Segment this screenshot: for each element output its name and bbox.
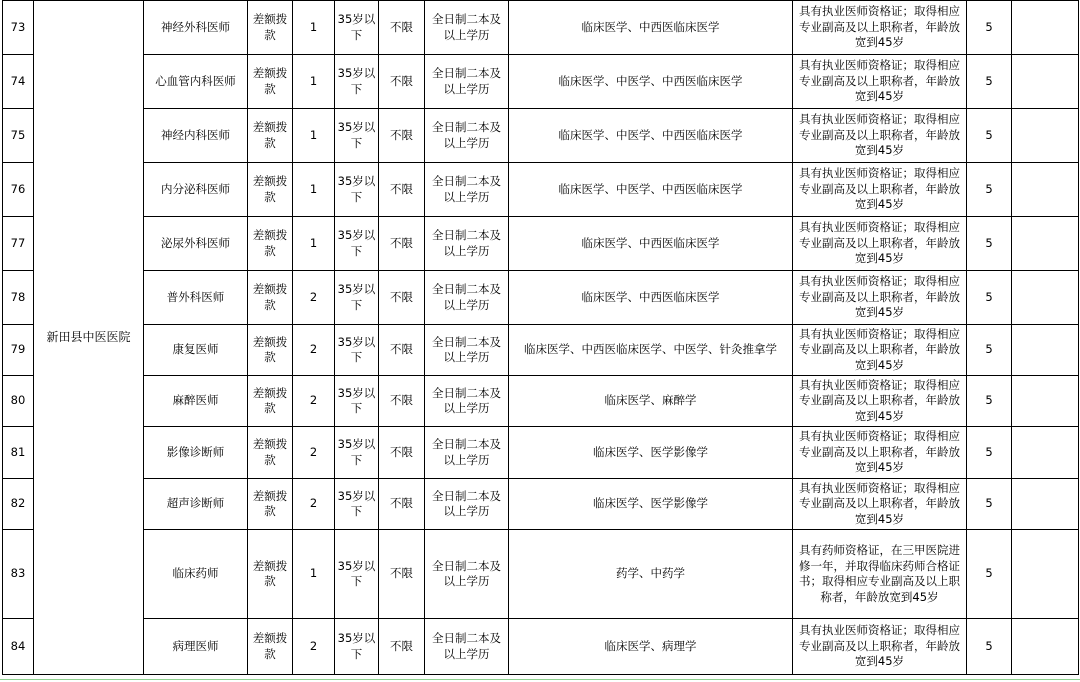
education: 全日制二本及以上学历 xyxy=(425,619,509,675)
exam-ratio: 5 xyxy=(967,376,1012,427)
note xyxy=(1012,217,1079,271)
table-row xyxy=(3,55,1079,109)
table-body xyxy=(3,1,1079,675)
note xyxy=(1012,376,1079,427)
hire-count: 1 xyxy=(293,163,335,217)
age-limit: 35岁以下 xyxy=(335,1,379,55)
post-name: 神经内科医师 xyxy=(144,109,248,163)
post-name: 病理医师 xyxy=(144,619,248,675)
major: 临床医学、医学影像学 xyxy=(509,479,793,530)
note xyxy=(1012,55,1079,109)
row-number: 81 xyxy=(3,427,34,479)
post-name: 内分泌科医师 xyxy=(144,163,248,217)
exam-ratio: 5 xyxy=(967,427,1012,479)
employer-unit: 新田县中医医院 xyxy=(34,1,144,675)
major: 药学、中药学 xyxy=(509,530,793,619)
post-name: 超声诊断师 xyxy=(144,479,248,530)
table-row xyxy=(3,163,1079,217)
exam-ratio: 5 xyxy=(967,530,1012,619)
education: 全日制二本及以上学历 xyxy=(425,325,509,376)
table-row xyxy=(3,1,1079,55)
hire-count: 2 xyxy=(293,325,335,376)
table-row xyxy=(3,530,1079,619)
post-name: 神经外科医师 xyxy=(144,1,248,55)
funding-type: 差额拨款 xyxy=(248,55,293,109)
row-number: 77 xyxy=(3,217,34,271)
funding-type: 差额拨款 xyxy=(248,217,293,271)
hire-count: 1 xyxy=(293,55,335,109)
row-number: 79 xyxy=(3,325,34,376)
age-limit: 35岁以下 xyxy=(335,55,379,109)
funding-type: 差额拨款 xyxy=(248,109,293,163)
major: 临床医学、中医学、中西医临床医学 xyxy=(509,55,793,109)
recruitment-table xyxy=(2,0,1079,675)
requirements: 具有执业医师资格证；取得相应专业副高及以上职称者，年龄放宽到45岁 xyxy=(793,217,967,271)
major: 临床医学、医学影像学 xyxy=(509,427,793,479)
note xyxy=(1012,325,1079,376)
note xyxy=(1012,1,1079,55)
hire-count: 2 xyxy=(293,479,335,530)
table-row xyxy=(3,325,1079,376)
major: 临床医学、麻醉学 xyxy=(509,376,793,427)
table-row xyxy=(3,271,1079,325)
row-number: 75 xyxy=(3,109,34,163)
education: 全日制二本及以上学历 xyxy=(425,376,509,427)
funding-type: 差额拨款 xyxy=(248,530,293,619)
row-number: 82 xyxy=(3,479,34,530)
major: 临床医学、中西医临床医学 xyxy=(509,217,793,271)
requirements: 具有执业医师资格证；取得相应专业副高及以上职称者，年龄放宽到45岁 xyxy=(793,376,967,427)
post-name: 康复医师 xyxy=(144,325,248,376)
table-row xyxy=(3,479,1079,530)
requirements: 具有执业医师资格证；取得相应专业副高及以上职称者，年龄放宽到45岁 xyxy=(793,427,967,479)
row-number: 80 xyxy=(3,376,34,427)
table-row xyxy=(3,427,1079,479)
row-number: 78 xyxy=(3,271,34,325)
gender-limit: 不限 xyxy=(379,1,425,55)
hire-count: 2 xyxy=(293,376,335,427)
requirements: 具有执业医师资格证；取得相应专业副高及以上职称者，年龄放宽到45岁 xyxy=(793,325,967,376)
row-number: 73 xyxy=(3,1,34,55)
requirements: 具有执业医师资格证；取得相应专业副高及以上职称者，年龄放宽到45岁 xyxy=(793,619,967,675)
gender-limit: 不限 xyxy=(379,271,425,325)
funding-type: 差额拨款 xyxy=(248,325,293,376)
exam-ratio: 5 xyxy=(967,109,1012,163)
hire-count: 1 xyxy=(293,109,335,163)
gender-limit: 不限 xyxy=(379,217,425,271)
education: 全日制二本及以上学历 xyxy=(425,271,509,325)
age-limit: 35岁以下 xyxy=(335,163,379,217)
education: 全日制二本及以上学历 xyxy=(425,109,509,163)
age-limit: 35岁以下 xyxy=(335,109,379,163)
hire-count: 2 xyxy=(293,427,335,479)
post-name: 泌尿外科医师 xyxy=(144,217,248,271)
hire-count: 2 xyxy=(293,619,335,675)
table-row xyxy=(3,619,1079,675)
requirements: 具有执业医师资格证；取得相应专业副高及以上职称者，年龄放宽到45岁 xyxy=(793,163,967,217)
education: 全日制二本及以上学历 xyxy=(425,217,509,271)
age-limit: 35岁以下 xyxy=(335,479,379,530)
gender-limit: 不限 xyxy=(379,376,425,427)
exam-ratio: 5 xyxy=(967,271,1012,325)
age-limit: 35岁以下 xyxy=(335,530,379,619)
row-number: 84 xyxy=(3,619,34,675)
row-number: 76 xyxy=(3,163,34,217)
education: 全日制二本及以上学历 xyxy=(425,55,509,109)
post-name: 普外科医师 xyxy=(144,271,248,325)
funding-type: 差额拨款 xyxy=(248,479,293,530)
requirements: 具有执业医师资格证；取得相应专业副高及以上职称者，年龄放宽到45岁 xyxy=(793,55,967,109)
hire-count: 1 xyxy=(293,217,335,271)
funding-type: 差额拨款 xyxy=(248,427,293,479)
requirements: 具有执业医师资格证；取得相应专业副高及以上职称者，年龄放宽到45岁 xyxy=(793,1,967,55)
requirements: 具有执业医师资格证；取得相应专业副高及以上职称者，年龄放宽到45岁 xyxy=(793,479,967,530)
education: 全日制二本及以上学历 xyxy=(425,1,509,55)
table-row xyxy=(3,217,1079,271)
table-row xyxy=(3,109,1079,163)
hire-count: 2 xyxy=(293,271,335,325)
requirements: 具有药师资格证，在三甲医院进修一年，并取得临床药师合格证书；取得相应专业副高及以上职称者，年龄放宽到45岁 xyxy=(793,530,967,619)
age-limit: 35岁以下 xyxy=(335,427,379,479)
exam-ratio: 5 xyxy=(967,479,1012,530)
gender-limit: 不限 xyxy=(379,109,425,163)
funding-type: 差额拨款 xyxy=(248,376,293,427)
exam-ratio: 5 xyxy=(967,1,1012,55)
row-number: 74 xyxy=(3,55,34,109)
major: 临床医学、病理学 xyxy=(509,619,793,675)
funding-type: 差额拨款 xyxy=(248,271,293,325)
funding-type: 差额拨款 xyxy=(248,619,293,675)
age-limit: 35岁以下 xyxy=(335,325,379,376)
education: 全日制二本及以上学历 xyxy=(425,427,509,479)
funding-type: 差额拨款 xyxy=(248,1,293,55)
gender-limit: 不限 xyxy=(379,325,425,376)
hire-count: 1 xyxy=(293,1,335,55)
note xyxy=(1012,109,1079,163)
major: 临床医学、中医学、中西医临床医学 xyxy=(509,109,793,163)
requirements: 具有执业医师资格证；取得相应专业副高及以上职称者，年龄放宽到45岁 xyxy=(793,271,967,325)
age-limit: 35岁以下 xyxy=(335,619,379,675)
post-name: 麻醉医师 xyxy=(144,376,248,427)
post-name: 影像诊断师 xyxy=(144,427,248,479)
note xyxy=(1012,163,1079,217)
funding-type: 差额拨款 xyxy=(248,163,293,217)
note xyxy=(1012,271,1079,325)
education: 全日制二本及以上学历 xyxy=(425,163,509,217)
bottom-divider xyxy=(0,679,1080,680)
education: 全日制二本及以上学历 xyxy=(425,479,509,530)
gender-limit: 不限 xyxy=(379,427,425,479)
age-limit: 35岁以下 xyxy=(335,217,379,271)
requirements: 具有执业医师资格证；取得相应专业副高及以上职称者，年龄放宽到45岁 xyxy=(793,109,967,163)
age-limit: 35岁以下 xyxy=(335,376,379,427)
gender-limit: 不限 xyxy=(379,619,425,675)
major: 临床医学、中西医临床医学 xyxy=(509,1,793,55)
note xyxy=(1012,479,1079,530)
note xyxy=(1012,619,1079,675)
exam-ratio: 5 xyxy=(967,619,1012,675)
exam-ratio: 5 xyxy=(967,217,1012,271)
major: 临床医学、中西医临床医学、中医学、针灸推拿学 xyxy=(509,325,793,376)
age-limit: 35岁以下 xyxy=(335,271,379,325)
table-row xyxy=(3,376,1079,427)
row-number: 83 xyxy=(3,530,34,619)
exam-ratio: 5 xyxy=(967,325,1012,376)
major: 临床医学、中医学、中西医临床医学 xyxy=(509,163,793,217)
gender-limit: 不限 xyxy=(379,163,425,217)
post-name: 临床药师 xyxy=(144,530,248,619)
gender-limit: 不限 xyxy=(379,530,425,619)
exam-ratio: 5 xyxy=(967,55,1012,109)
note xyxy=(1012,427,1079,479)
major: 临床医学、中西医临床医学 xyxy=(509,271,793,325)
post-name: 心血管内科医师 xyxy=(144,55,248,109)
gender-limit: 不限 xyxy=(379,55,425,109)
hire-count: 1 xyxy=(293,530,335,619)
gender-limit: 不限 xyxy=(379,479,425,530)
exam-ratio: 5 xyxy=(967,163,1012,217)
note xyxy=(1012,530,1079,619)
education: 全日制二本及以上学历 xyxy=(425,530,509,619)
